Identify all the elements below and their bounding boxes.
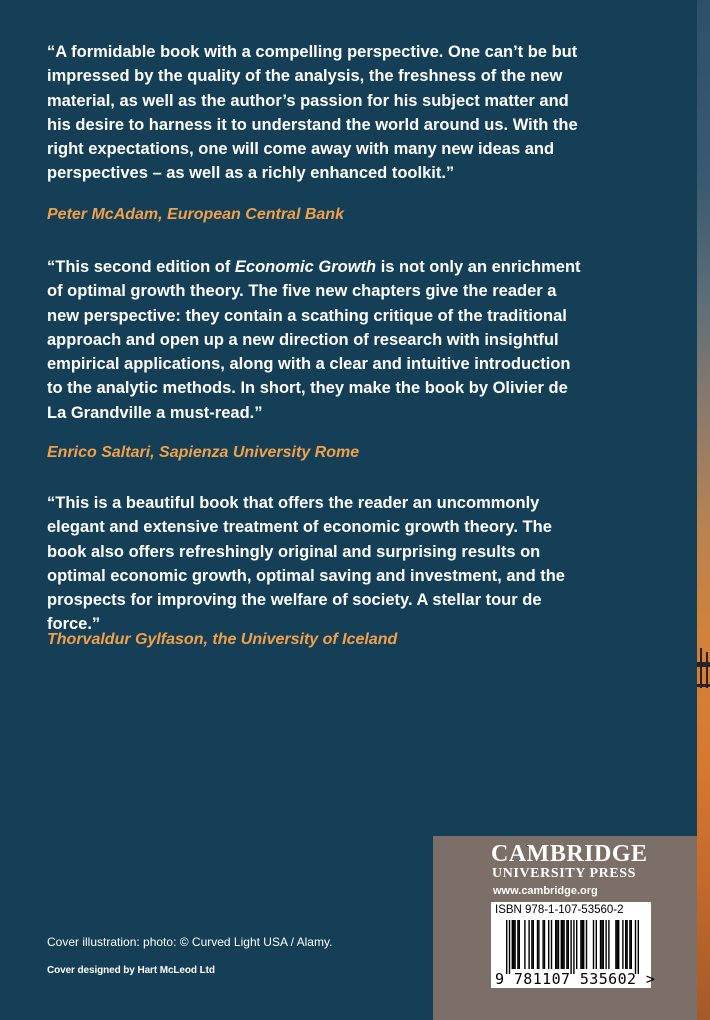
barcode-bar <box>528 920 529 969</box>
barcode-bar <box>542 920 543 969</box>
barcode-bar <box>625 920 626 969</box>
isbn-label: ISBN 978-1-107-53560-2 <box>495 904 624 916</box>
barcode-bar <box>556 920 557 969</box>
barcode-bar <box>622 920 623 969</box>
endorsement-quote: “This second edition of Economic Growth is not only an enrichment of optimal growth theory. The five new chapters give the reader a new perspective: they contain a scathing critique of the traditional approach and open up a new direction of research with insightful empirical applications, along with a clear and intuitive introduction to the analytic methods. In short, they make the book by Olivier de La Grandville a must-read.” <box>47 258 581 422</box>
barcode-bar <box>538 920 539 969</box>
barcode-bar <box>533 920 534 969</box>
barcode-bar <box>548 920 549 969</box>
book-title: Economic Growth <box>234 258 377 276</box>
barcode-bar <box>635 920 636 974</box>
barcode-bar <box>509 920 510 974</box>
isbn-barcode <box>491 902 656 988</box>
barcode-bar <box>593 920 594 969</box>
barcode-bar <box>576 920 577 969</box>
barcode-bar <box>638 920 639 974</box>
barcode-bar <box>583 920 584 969</box>
barcode-bar <box>506 920 507 974</box>
barcode-bar <box>524 920 525 969</box>
barcode-bar <box>580 920 581 969</box>
barcode-bar <box>517 920 518 969</box>
cover-photo-edge <box>697 0 710 1020</box>
endorsement-attribution: Enrico Saltari, Sapienza University Rome <box>47 444 360 461</box>
barcode-bar <box>605 920 606 969</box>
barcode-bar <box>563 920 564 969</box>
barcode-digits: 9 781107 535602 > <box>495 970 656 988</box>
barcode-bar <box>586 920 587 969</box>
barcode-bar <box>617 920 618 969</box>
endorsement-quote: “A formidable book with a compelling perspective. One can’t be but impressed by the quality of the analysis, the freshness of the new material, as well as the author’s passion for his subject matter and his desire to harness it to understand the world around us. With the right expectations, one will come away with many new ideas and perspectives – as well as a richly enhanced toolkit.” <box>47 43 578 183</box>
barcode-bar <box>596 920 597 969</box>
publisher-website: www.cambridge.org <box>493 885 598 897</box>
barcode-bar <box>512 920 513 969</box>
barcode-bar <box>615 920 616 969</box>
barcode-bar <box>544 920 545 969</box>
barcode-bar <box>566 920 567 969</box>
barcode-bar <box>561 920 562 969</box>
barcode-bar <box>551 920 552 969</box>
cover-illustration-credit: Cover illustration: photo: © Curved Light USA / Alamy. <box>47 935 333 949</box>
barcode-bar <box>514 920 515 969</box>
barcode-bar <box>568 920 569 969</box>
barcode-bar <box>626 920 627 969</box>
cover-design-credit: Cover designed by Hart McLeod Ltd <box>47 965 215 976</box>
barcode-bar <box>531 920 532 969</box>
barcode-bar <box>603 920 604 969</box>
barcode-bar <box>629 920 630 969</box>
barcode-bar <box>558 920 559 969</box>
barcode-bar <box>570 920 571 974</box>
endorsement-quote: “This is a beautiful book that offers the reader an uncommonly elegant and extensive treatment of economic growth theory. The book also offers refreshingly original and surprising results on optimal economic growth, optimal saving and investment, and the prospects for improving the welfare of society. A stellar tour de force.” <box>47 494 565 634</box>
barcode-bar <box>562 920 563 969</box>
barcode-bar <box>513 920 514 969</box>
barcode-bar <box>582 920 583 969</box>
publisher-logo-subname: UNIVERSITY PRESS <box>492 866 637 881</box>
endorsement-attribution: Peter McAdam, European Central Bank <box>47 206 344 223</box>
barcode-bar <box>600 920 601 969</box>
barcode-bar <box>537 920 538 969</box>
publisher-logo-name: CAMBRIDGE <box>491 841 648 867</box>
barcode-bar <box>631 920 632 969</box>
barcode-bar <box>573 920 574 974</box>
barcode-bar <box>519 920 520 969</box>
barcode-bar <box>555 920 556 969</box>
endorsement-attribution: Thorvaldur Gylfason, the University of Iceland <box>47 631 398 648</box>
barcode-bar <box>601 920 602 969</box>
barcode-bar <box>618 920 619 969</box>
barcode-bar <box>608 920 609 969</box>
